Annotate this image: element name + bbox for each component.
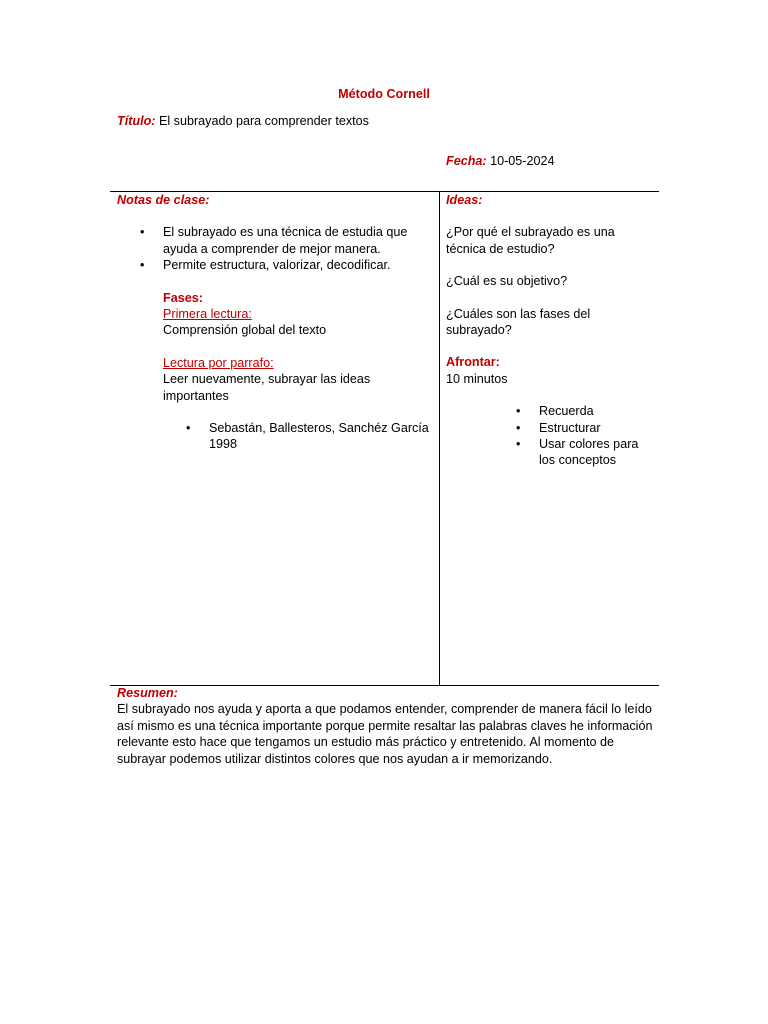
phase2-label: Lectura por parrafo:: [163, 355, 274, 370]
bullet-icon: •: [140, 225, 145, 240]
fecha-value: 10-05-2024: [490, 154, 555, 168]
question-3: ¿Cuáles son las fases del subrayado?: [446, 306, 591, 338]
summary-text: El subrayado nos ayuda y aporta a que podamos entender, comprender de manera fácil lo leído así mismo es una técnica importante porque permite resaltar las palabras claves he información relevante esto hace que tengamos un estudio más práctico y entretenido. Al momento de subrayar podemos utilizar distintos colores que nos ayudan a ir memorizando.: [117, 702, 653, 766]
list-item: • Estructurar: [516, 420, 601, 435]
question-2: ¿Cuál es su objetivo?: [446, 274, 568, 289]
date-line: [446, 153, 555, 169]
list-item: • El subrayado es una técnica de estudia que ayuda a comprender de mejor manera.: [140, 225, 408, 256]
list-item: • Usar colores para los conceptos: [516, 437, 639, 468]
title-line: [117, 113, 369, 129]
phases-block: [163, 290, 432, 453]
fecha-label: Fecha:: [446, 154, 487, 168]
list-item: • Permite estructura, valorizar, decodificar.: [140, 258, 391, 273]
bullet-icon: •: [516, 437, 521, 452]
ideas-bullet-list: [516, 403, 651, 469]
summary-label: Resumen:: [117, 686, 178, 700]
bullet-icon: •: [140, 258, 145, 273]
afrontar-label: Afrontar:: [446, 355, 500, 370]
question-1: ¿Por qué el subrayado es una técnica de estudio?: [446, 225, 615, 256]
ideas-column: [446, 192, 651, 469]
source-list: [186, 420, 434, 453]
notes-column: [117, 192, 432, 453]
notes-bullet-list: [140, 224, 432, 273]
titulo-value: El subrayado para comprender textos: [158, 114, 369, 128]
column-divider: [439, 191, 440, 685]
list-item: • Sebastán, Ballesteros, Sanchéz García 1998: [186, 421, 429, 452]
bullet-icon: •: [516, 420, 521, 435]
bullet-icon: •: [186, 421, 191, 436]
summary-section: [117, 685, 657, 767]
document-title: Método Cornell: [338, 87, 430, 101]
list-item: • Recuerda: [516, 404, 594, 419]
phase1-label: Primera lectura:: [163, 307, 252, 322]
phase1-text: Comprensión global del texto: [163, 323, 327, 338]
phases-label: Fases:: [163, 290, 203, 305]
ideas-label: Ideas:: [446, 193, 483, 207]
afrontar-value: 10 minutos: [446, 371, 508, 386]
titulo-label: Título:: [117, 114, 156, 128]
phase2-text: Leer nuevamente, subrayar las ideas importantes: [163, 372, 371, 403]
notes-label: Notas de clase:: [117, 193, 210, 207]
bullet-icon: •: [516, 404, 521, 419]
